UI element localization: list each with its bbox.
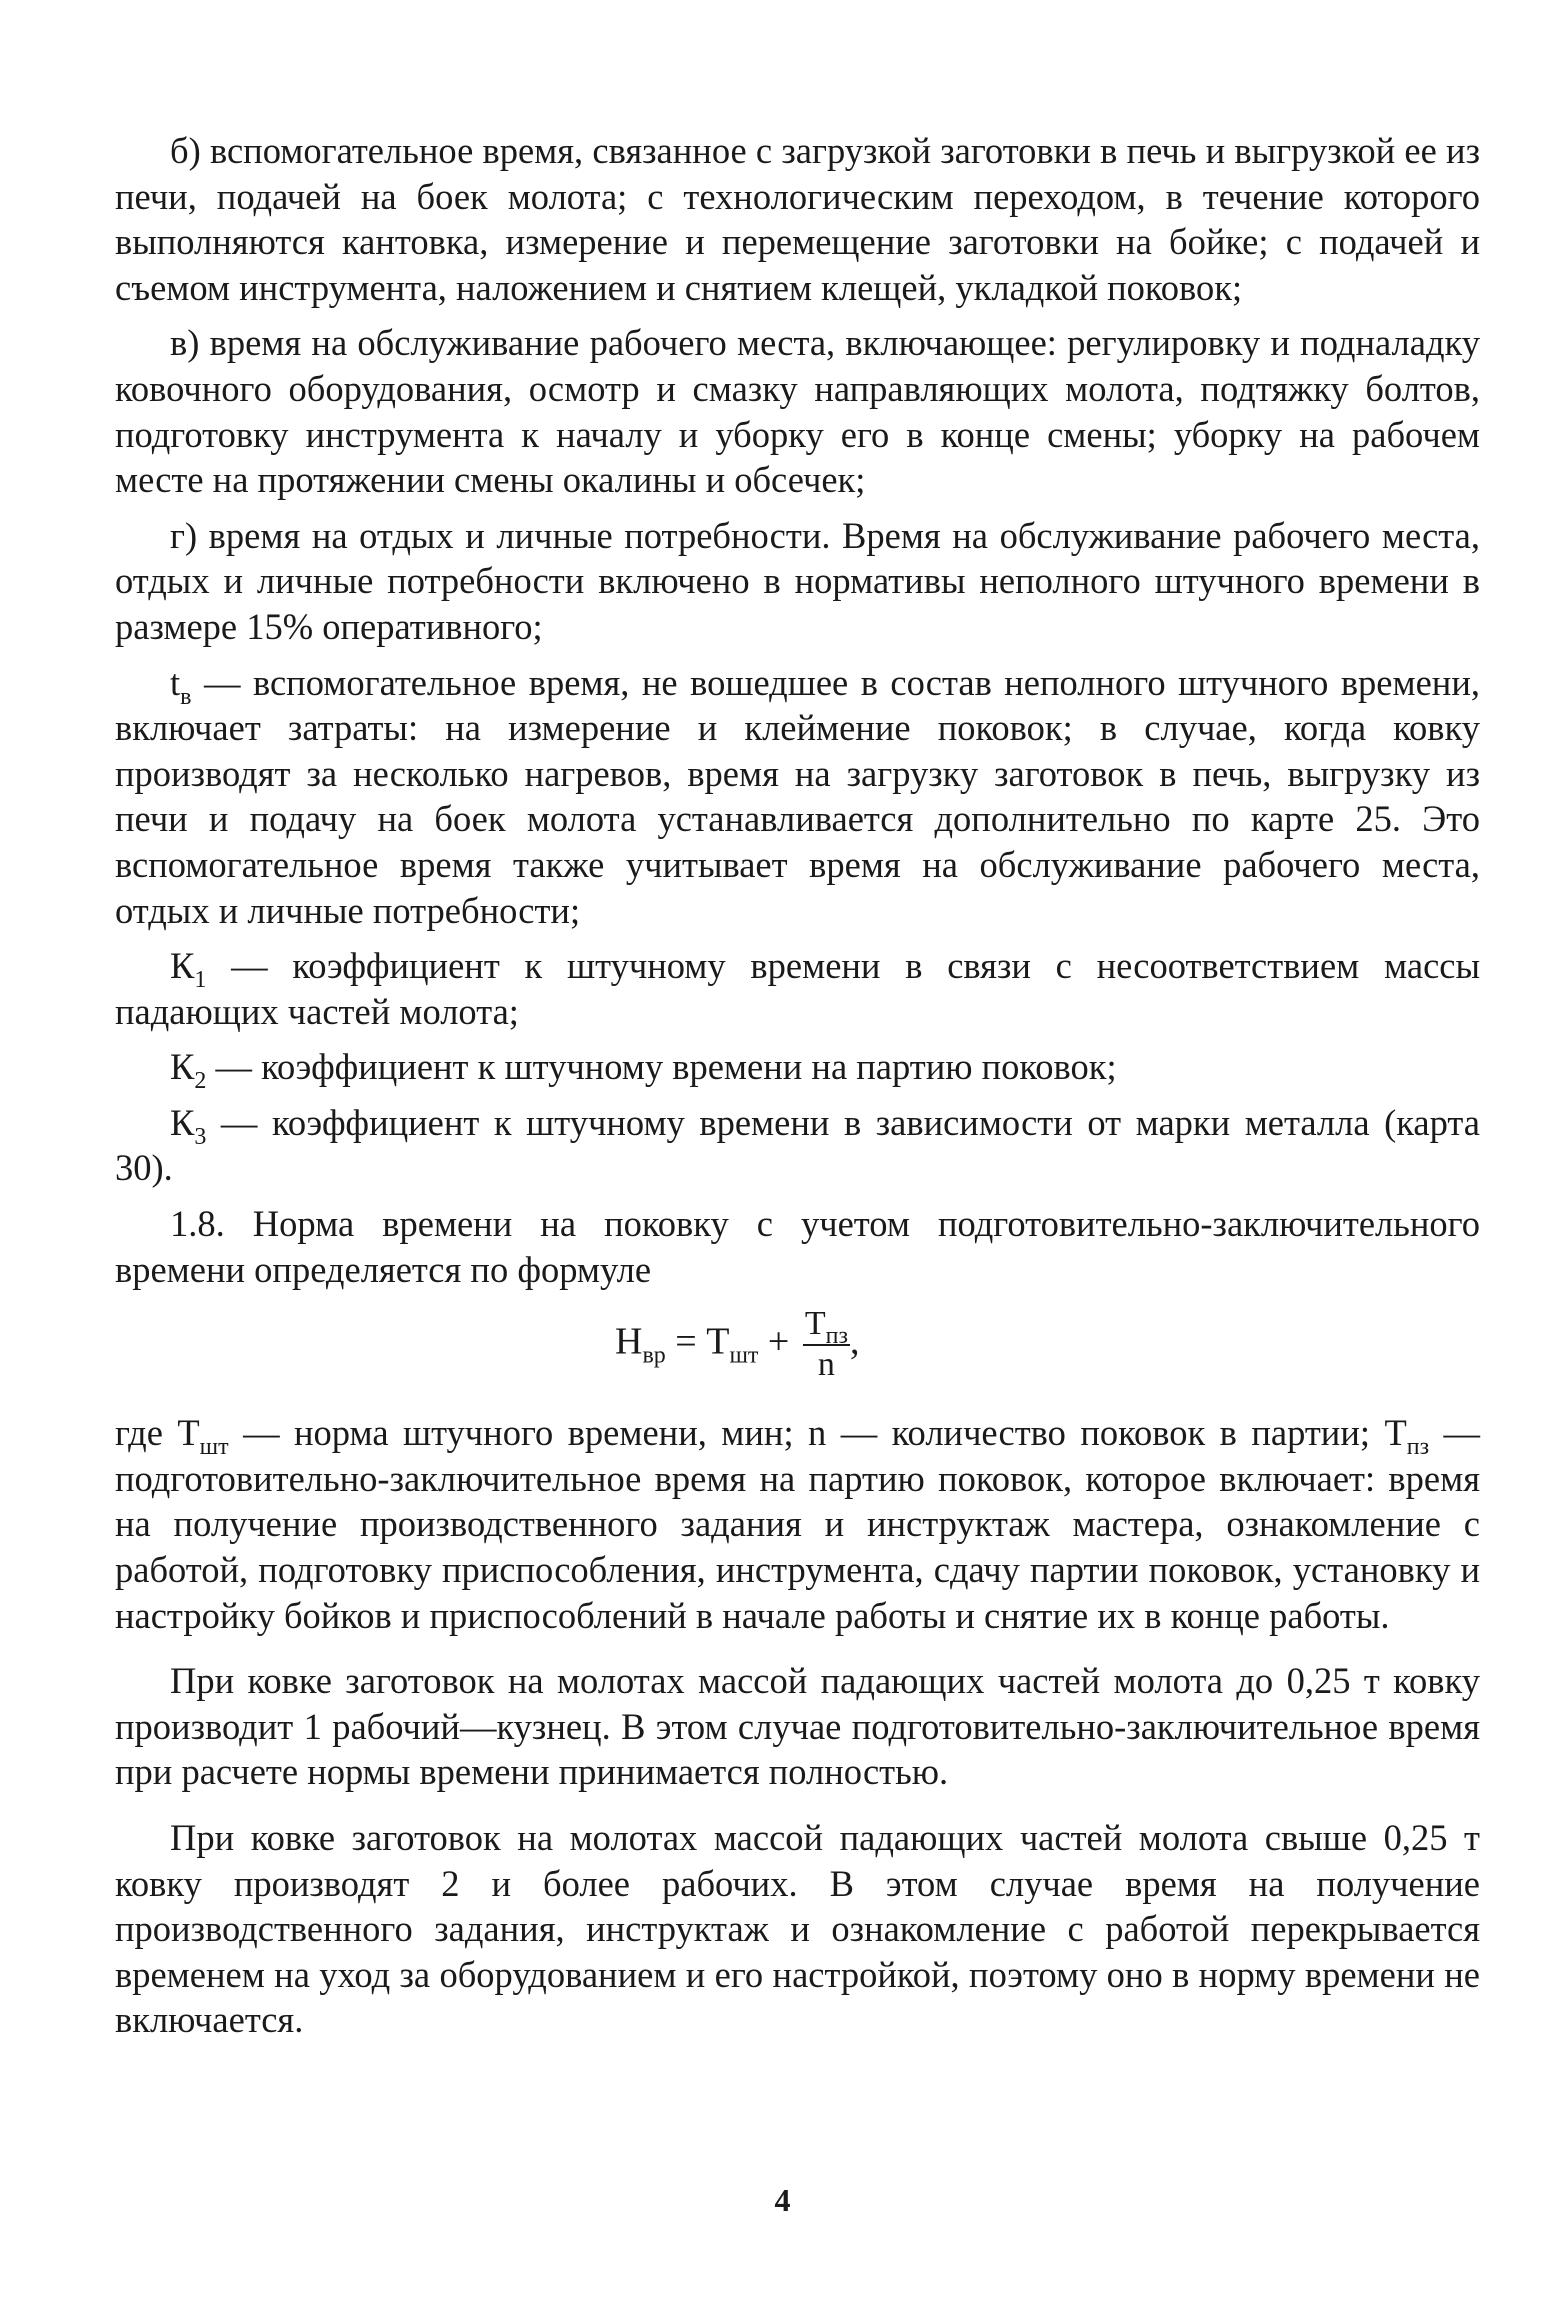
definition-k1 bbox=[115, 943, 1480, 1034]
definition-tv-text: — вспомогательное время, не вошедшее в состав неполного штучного времени, включает затраты: на измерение и клеймение поковок; в случае, когда ковку производят за несколько нагревов, время на загрузку заготовок в печь, выгрузку из печи и подачу на боек молота устанавливается дополнительно по карте 25. Это вспомогательное время также учитывает время на обслуживание рабочего места, отдых и личные потребности; bbox=[115, 661, 1480, 931]
definition-k1-text: — коэффициент к штучному времени в связи с несоответствием массы падающих частей молота; bbox=[115, 945, 1480, 1032]
paragraph-auxiliary-time: б) вспомогательное время, связанное с загрузкой заготовки в печь и выгрузкой ее из печи, подачей на боек молота; с технологическим переходом, в течение которого выполняются кантовка, измерение и перемещение заготовки на бойке; с подачей и съемом инструмента, наложением и снятием клещей, укладкой поковок; bbox=[115, 130, 1480, 308]
formula-block bbox=[115, 1300, 1480, 1410]
definition-k3-text: — коэффициент к штучному времени в зависимости от марки металла (карта 30). bbox=[115, 1101, 1480, 1189]
paragraph-rest-time: г) время на отдых и личные потребности. Время на обслуживание рабочего места, отдых и личные потребности включено в нормативы неполного штучного времени в размере 15% оперативного; bbox=[115, 514, 1480, 647]
where-end: — подготовительно-заключительное время на партию поковок, которое включает: время на получение производственного задания и инструктаж мастера, ознакомление с работой, подготовку приспособления, инструмента, сдачу партии поковок, установку и настройку бойков и приспособлений в начале работы и снятие их в конце работы. bbox=[115, 1412, 1480, 1636]
formula-denominator: n bbox=[817, 1346, 835, 1384]
symbol-k3: К bbox=[170, 1101, 195, 1143]
page-number: 4 bbox=[774, 2182, 791, 2218]
formula-explanation bbox=[115, 1410, 1480, 1638]
paragraph-small-hammer: При ковке заготовок на молотах массой падающих частей молота до 0,25 т ковку производит 1 рабочий—кузнец. В этом случае подготовительно-заключительное время при расчете нормы времени принимается полностью. bbox=[115, 1660, 1480, 1793]
symbol-k1-sub: 1 bbox=[194, 967, 207, 994]
definition-k2 bbox=[115, 1044, 1480, 1095]
symbol-k2: К bbox=[170, 1046, 195, 1088]
symbol-t-sub: в bbox=[180, 683, 192, 710]
paragraph-workplace-service: в) время на обслуживание рабочего места, включающее: регулировку и подналадку ковочного оборудования, осмотр и смазку направляющих молота, подтяжку болтов, подготовку инструмента к началу и уборку его в конце смены; уборку на рабочем месте на протяжении смены окалины и обсечек; bbox=[115, 322, 1480, 501]
time-norm-formula bbox=[615, 1306, 859, 1384]
symbol-t: t bbox=[170, 661, 181, 703]
formula-numerator bbox=[803, 1305, 850, 1350]
formula-tail: , bbox=[849, 1320, 860, 1363]
where-t1-sub: шт bbox=[199, 1434, 229, 1461]
definition-k2-text: — коэффициент к штучному времени на партию поковок; bbox=[206, 1046, 1117, 1088]
formula-num-sub: пз bbox=[825, 1323, 848, 1350]
formula-lhs: Н bbox=[615, 1320, 643, 1363]
where-mid: — норма штучного времени, мин; n — количество поковок в партии; bbox=[228, 1412, 1385, 1454]
formula-equals: = bbox=[665, 1320, 707, 1363]
symbol-k1: К bbox=[170, 945, 195, 987]
document-body bbox=[115, 128, 1480, 2043]
formula-plus: + bbox=[758, 1320, 799, 1363]
formula-t: Т bbox=[706, 1320, 730, 1363]
definition-tv bbox=[115, 660, 1480, 934]
formula-t-sub: шт bbox=[729, 1342, 759, 1369]
formula-fraction bbox=[803, 1306, 850, 1384]
symbol-k2-sub: 2 bbox=[194, 1068, 207, 1095]
where-lead: где bbox=[115, 1412, 178, 1454]
where-t2: Т bbox=[1384, 1412, 1407, 1454]
definition-k3 bbox=[115, 1100, 1480, 1191]
where-t2-sub: пз bbox=[1406, 1434, 1430, 1461]
where-t1: Т bbox=[177, 1412, 200, 1454]
section-1-8: 1.8. Норма времени на поковку с учетом подготовительно-заключительного времени определяется по формуле bbox=[115, 1203, 1480, 1290]
formula-num-t: Т bbox=[804, 1305, 826, 1343]
formula-lhs-sub: вр bbox=[642, 1342, 666, 1369]
symbol-k3-sub: 3 bbox=[194, 1123, 207, 1150]
paragraph-large-hammer: При ковке заготовок на молотах массой падающих частей молота свыше 0,25 т ковку производят 2 и более рабочих. В этом случае время на получение производственного задания, инструктаж и ознакомление с работой перекрывается временем на уход за оборудованием и его настройкой, поэтому оно в норму времени не включается. bbox=[115, 1817, 1480, 2041]
